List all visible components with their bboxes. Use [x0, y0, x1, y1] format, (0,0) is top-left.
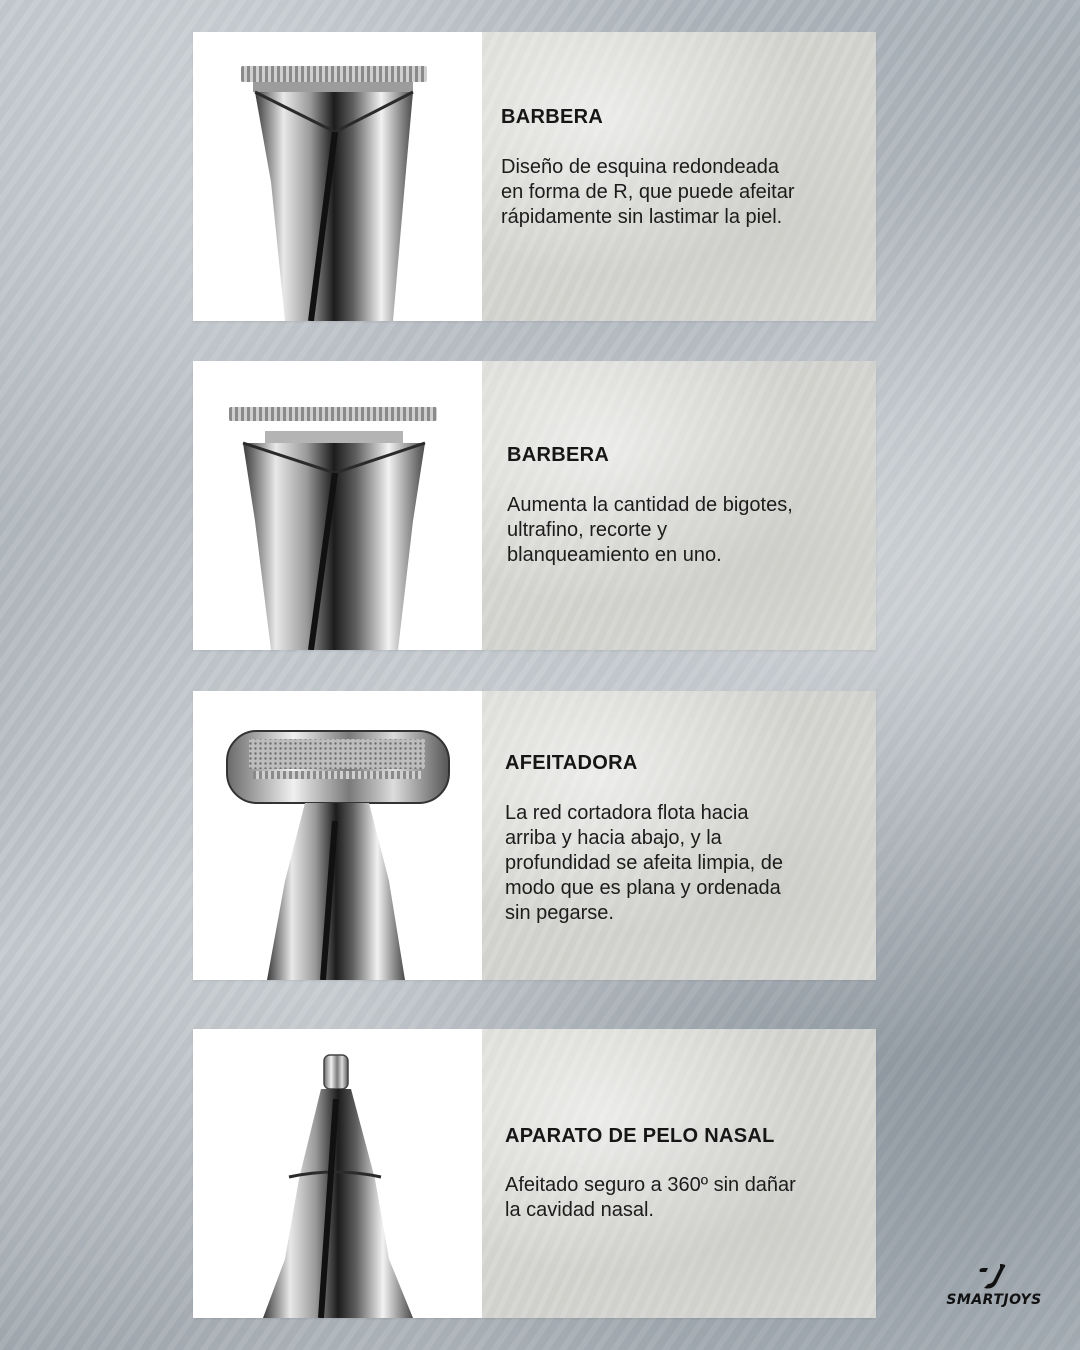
feature-title: BARBERA [507, 444, 610, 466]
feature-card-4 [193, 1029, 876, 1318]
brand-name: SMARTJOYS [946, 1292, 1042, 1308]
nose-trimmer-image [193, 1029, 482, 1318]
feature-text-panel [482, 361, 876, 650]
brand-logo [938, 1262, 1050, 1312]
feature-title: APARATO DE PELO NASAL [505, 1125, 775, 1147]
trimmer-wide-blade-image [193, 361, 482, 650]
feature-description: Afeitado seguro a 360º sin dañar la cavidad nasal. [505, 1174, 796, 1221]
foil-shaver-image [193, 691, 482, 980]
wide-blade-trimmer-icon [193, 361, 482, 650]
t-blade-trimmer-icon [193, 32, 482, 321]
trimmer-t-blade-image [193, 32, 482, 321]
feature-text-panel [482, 32, 876, 321]
feature-title: AFEITADORA [505, 752, 638, 774]
foil-shaver-icon [193, 691, 482, 980]
feature-description: Diseño de esquina redondeada en forma de R, que puede afeitar rápidamente sin lastimar la piel. [501, 156, 795, 228]
feature-card-3 [193, 691, 876, 980]
feature-description: La red cortadora flota hacia arriba y hacia abajo, y la profundidad se afeita limpia, de modo que es plana y ordenada sin pegarse. [505, 802, 783, 924]
nose-trimmer-icon [193, 1029, 482, 1318]
feature-title: BARBERA [501, 106, 604, 128]
feature-card-2 [193, 361, 876, 650]
feature-card-1 [193, 32, 876, 321]
feature-description: Aumenta la cantidad de bigotes, ultrafino, recorte y blanqueamiento en uno. [507, 494, 793, 566]
feature-text-panel [482, 691, 876, 980]
feature-text-panel [482, 1029, 876, 1318]
smartjoys-s-mark-icon [974, 1262, 1014, 1290]
